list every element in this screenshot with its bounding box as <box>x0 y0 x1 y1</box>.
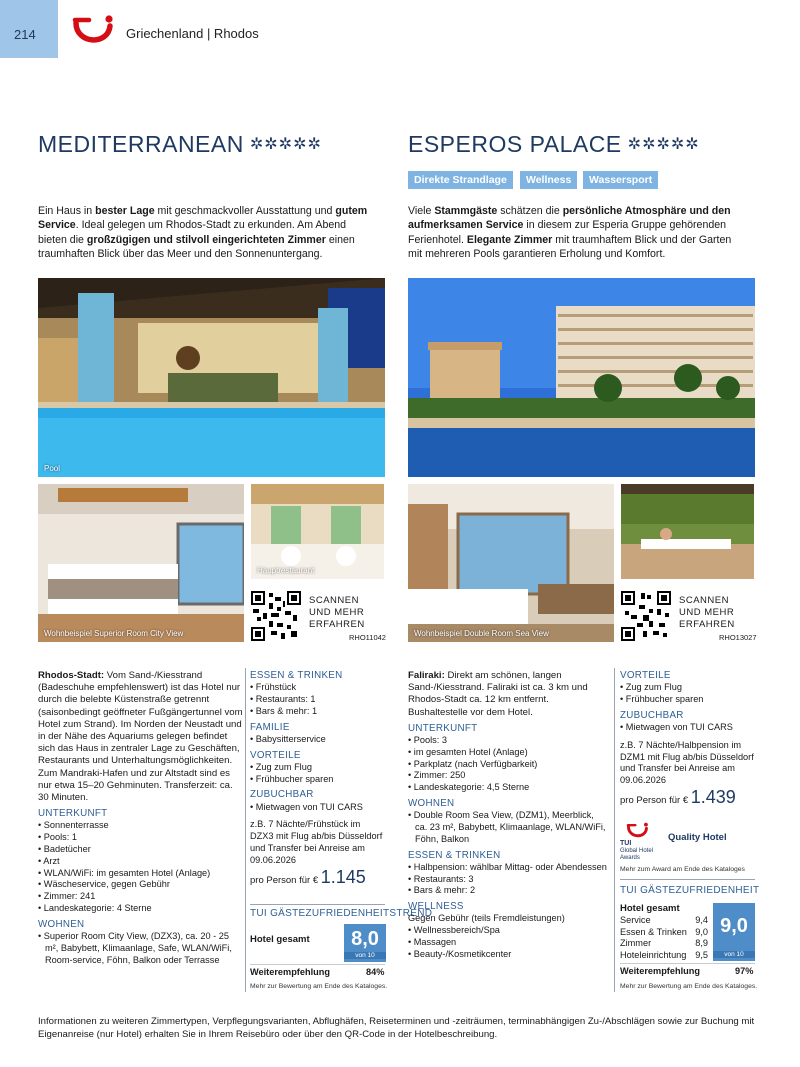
left-hotel-gesamt-label: Hotel gesamt <box>250 934 310 945</box>
left-wohnen-heading: WOHNEN <box>38 918 85 930</box>
right-wellness-heading: WELLNESS <box>408 901 464 913</box>
list-item: • Arzt <box>38 856 243 868</box>
right-scan-line-1: SCANNEN <box>679 595 729 606</box>
left-price-note: z.B. 7 Nächte/Frühstück im DZX3 mit Flug ab/bis Düsseldorf und Transfer bei Anreise am 09.06.2026 <box>250 819 383 865</box>
left-wohnen-list <box>38 931 243 966</box>
left-zubuchbar-heading: ZUBUCHBAR <box>250 789 314 801</box>
right-scan-line-3: ERFAHREN <box>679 619 735 630</box>
left-rating-divider <box>250 904 385 905</box>
award-tui-logo-icon <box>626 822 650 840</box>
sub-rating-value: 9,5 <box>695 949 708 960</box>
left-score-box <box>344 924 386 962</box>
award-line-1: Global Hotel <box>620 848 654 854</box>
right-main-photo-hotel <box>408 278 755 477</box>
right-location-lead: Faliraki: <box>408 670 445 681</box>
right-wohnen-list <box>408 810 608 845</box>
left-score-sub: von 10 <box>344 952 386 959</box>
right-rating-heading: TUI GÄSTEZUFRIEDENHEIT <box>620 885 760 896</box>
left-familie-list <box>250 734 385 746</box>
left-hotel-intro <box>38 204 372 261</box>
list-item: • Zimmer: 250 <box>408 770 608 782</box>
list-item: • Frühbucher sparen <box>250 774 385 786</box>
left-room-photo <box>38 484 244 642</box>
left-price-line <box>250 866 385 887</box>
right-zubuchbar-heading: ZUBUCHBAR <box>620 709 684 721</box>
sub-rating-label: Essen & Trinken <box>620 926 687 937</box>
left-weiter-divider <box>250 964 385 965</box>
left-rating-note: Mehr zur Bewertung am Ende des Kataloges. <box>250 983 388 990</box>
left-unterkunft-heading: UNTERKUNFT <box>38 808 108 820</box>
left-familie-heading: FAMILIE <box>250 721 290 733</box>
left-column-divider <box>245 668 246 992</box>
right-weiter-divider <box>620 963 755 964</box>
right-wellness-list <box>408 925 608 960</box>
list-item: • Badetücher <box>38 844 243 856</box>
list-item: • Bars & mehr: 2 <box>408 885 608 897</box>
intro-text: Viele <box>408 205 435 217</box>
award-tui-text: TUI <box>620 840 632 847</box>
right-essen-heading: ESSEN & TRINKEN <box>408 849 501 861</box>
sub-rating-label: Zimmer <box>620 938 652 948</box>
left-scan-line-1: SCANNEN <box>309 595 359 606</box>
list-item: • Sonnenterrasse <box>38 820 243 832</box>
right-sub-ratings <box>620 915 708 961</box>
left-score: 8,0 <box>351 928 379 950</box>
list-item: • Mietwagen von TUI CARS <box>620 722 755 734</box>
left-location-text: Vom Sand-/Kiesstrand (Badeschuhe empfehlenswert) ist das Hotel nur durch die belebte Küstenstraße getrennt (saisonbedingt geöffneter Fußgängertunnel vom Hotel zum Strand). Im Norden der Neustadt und in der Nähe des Aquariums gelegen befindet sich das Haus in zentraler Lage zu Geschäften, Restaurants und Unterhaltungsmöglichkeiten. Zum Mandraki-Hafen und zur Altstadt sind es nur etwa 15–20 Gehminuten. Transferzeit: ca. 30 Minuten. <box>38 670 243 804</box>
left-details-col1 <box>38 670 243 966</box>
intro-text: mit geschmackvoller Ausstattung und <box>154 205 336 217</box>
tag-wassersport: Wassersport <box>583 171 658 189</box>
award-line-2: Awards <box>620 854 640 861</box>
left-weiter-percent: 84% <box>366 967 385 977</box>
breadcrumb: Griechenland | Rhodos <box>126 26 259 41</box>
list-item: • Frühstück <box>250 682 385 694</box>
award-lines <box>620 848 653 861</box>
intro-highlight: bester Lage <box>95 205 155 217</box>
footer-info: Informationen zu weiteren Zimmertypen, Verpflegungsvarianten, Abflughäfen, Reiseterminen und -zeiträumen, terminabhängigen Zu-/Abschlägen sowie zur Buchung mit Eigenanreise (nur Hotel) erhalten Sie in Ihrem Reisebüro oder über den QR-Code in der Hotelbeschreibung. <box>38 1016 755 1040</box>
right-zubuchbar-list <box>620 722 755 734</box>
intro-text: einen traumhaften Blick über das Meer und den Sonnenuntergang. <box>38 233 355 260</box>
list-item: • Frühbucher sparen <box>620 694 755 706</box>
left-qr-code-icon[interactable] <box>251 591 301 641</box>
list-item: • Landeskategorie: 4 Sterne <box>38 903 243 915</box>
intro-highlight: gutem Service <box>38 205 368 232</box>
intro-highlight: persönliche Atmosphäre und den aufmerksamen Service <box>408 205 731 232</box>
right-scan-line-2: UND MEHR <box>679 607 735 618</box>
list-item: • Restaurants: 1 <box>250 694 385 706</box>
right-price-note: z.B. 7 Nächte/Halbpension im DZM1 mit Flug ab/bis Düsseldorf und Transfer bei Anreise am 09.06.2026 <box>620 739 754 786</box>
intro-highlight: großzügigen und stilvoll eingerichteten Zimmer <box>86 233 326 246</box>
left-unterkunft-list <box>38 820 243 914</box>
left-restaurant-photo-caption: Hauptrestaurant <box>257 566 315 575</box>
list-item: • Wellnessbereich/Spa <box>408 925 608 937</box>
list-item: • Halbpension: wählbar Mittag- oder Abendessen <box>408 862 608 874</box>
right-score-box <box>713 903 755 961</box>
right-hotel-stars: ✲✲✲✲✲ <box>627 136 700 153</box>
left-price: 1.145 <box>320 866 366 887</box>
sub-rating-value: 9,4 <box>695 915 708 925</box>
list-item: • Zug zum Flug <box>620 682 755 694</box>
right-wellness-intro: Gegen Gebühr (teils Fremdleistungen) <box>408 913 565 924</box>
right-details-col2 <box>620 670 755 807</box>
right-location-paragraph <box>408 670 608 719</box>
right-details-col1 <box>408 670 608 961</box>
left-zubuchbar-list <box>250 802 385 814</box>
right-rating-divider <box>620 879 755 880</box>
right-vorteile-heading: VORTEILE <box>620 670 671 681</box>
intro-text: . Ideal gelegen um Rhodos-Stadt zu erkunden. Am Abend bieten die <box>38 219 347 246</box>
left-location-paragraph <box>38 670 243 804</box>
left-room-photo-caption: Wohnbeispiel Superior Room City View <box>44 629 184 638</box>
right-essen-list <box>408 862 608 897</box>
sub-rating-row <box>620 938 708 950</box>
list-item: • Bars & mehr: 1 <box>250 706 385 718</box>
left-main-photo-caption: Pool <box>44 464 61 473</box>
list-item: • Zimmer: 241 <box>38 891 243 903</box>
right-unterkunft-list <box>408 735 608 794</box>
sub-rating-row <box>620 927 708 939</box>
list-item: • Zug zum Flug <box>250 762 385 774</box>
right-hotel-name: ESPEROS PALACE <box>408 131 622 157</box>
right-price-line <box>620 786 755 807</box>
list-item: • Massagen <box>408 937 608 949</box>
left-vorteile-list <box>250 762 385 786</box>
left-scan-text <box>309 595 365 631</box>
list-item: • Restaurants: 3 <box>408 874 608 886</box>
sub-rating-row <box>620 950 708 962</box>
right-column-divider <box>614 668 615 992</box>
award-quality-hotel: Quality Hotel <box>668 832 727 843</box>
intro-text: Ein Haus in <box>38 205 96 217</box>
award-note: Mehr zum Award am Ende des Kataloges <box>620 866 745 873</box>
left-price-prefix: pro Person für € <box>250 874 319 886</box>
right-price: 1.439 <box>690 786 736 807</box>
intro-highlight: Stammgäste <box>434 205 498 217</box>
left-hotel-name: MEDITERRANEAN <box>38 131 244 157</box>
left-essen-heading: ESSEN & TRINKEN <box>250 670 343 681</box>
list-item: • Pools: 3 <box>408 735 608 747</box>
list-item: • Babysitterservice <box>250 734 385 746</box>
sub-rating-value: 9,0 <box>695 926 708 937</box>
right-score: 9,0 <box>720 915 748 937</box>
list-item: • Parkplatz (nach Verfügbarkeit) <box>408 759 608 771</box>
right-hotel-code: RHO13027 <box>719 633 757 642</box>
list-item: • Double Room Sea View, (DZM1), Meerblick, ca. 23 m², Babybett, Klimaanlage, WLAN/WiFi, Föhn, Balkon <box>408 810 608 845</box>
right-unterkunft-heading: UNTERKUNFT <box>408 722 478 734</box>
right-hotel-gesamt-label: Hotel gesamt <box>620 903 680 914</box>
left-hotel-title <box>38 131 322 158</box>
right-scan-text <box>679 595 735 631</box>
left-hotel-stars: ✲✲✲✲✲ <box>249 136 322 153</box>
list-item: • Wäscheservice, gegen Gebühr <box>38 879 243 891</box>
left-vorteile-heading: VORTEILE <box>250 749 301 761</box>
right-rating-note: Mehr zur Bewertung am Ende des Kataloges. <box>620 983 758 990</box>
tag-wellness: Wellness <box>520 171 577 189</box>
sub-rating-label: Hoteleinrichtung <box>620 949 687 960</box>
right-vorteile-list <box>620 682 755 706</box>
left-weiterempfehlung-label: Weiterempfehlung <box>250 967 330 977</box>
left-hotel-code: RHO11042 <box>349 633 386 642</box>
right-wohnen-heading: WOHNEN <box>408 798 455 809</box>
intro-text: in diesem zur Esperia Gruppe gehörenden Ferienhotel. <box>408 219 727 246</box>
left-main-photo-pool <box>38 278 385 477</box>
right-room-photo-caption: Wohnbeispiel Double Room Sea View <box>414 629 549 638</box>
list-item: • Mietwagen von TUI CARS <box>250 802 385 814</box>
list-item: • im gesamten Hotel (Anlage) <box>408 747 608 759</box>
left-rating-heading: TUI GÄSTEZUFRIEDENHEITSTREND <box>250 908 433 919</box>
right-room-photo <box>408 484 614 642</box>
sub-rating-value: 8,9 <box>695 938 708 948</box>
right-weiter-percent: 97% <box>735 966 754 976</box>
sub-rating-row <box>620 915 708 927</box>
left-essen-list <box>250 682 385 717</box>
tui-logo-icon <box>72 14 116 48</box>
left-scan-line-2: UND MEHR <box>309 607 365 618</box>
list-item: • Pools: 1 <box>38 832 243 844</box>
left-scan-line-3: ERFAHREN <box>309 619 365 630</box>
intro-text: mit traumhaftem Blick und der Garten mit mehreren Pools garantieren Erholung und Komfort. <box>408 233 732 260</box>
left-restaurant-photo <box>251 484 384 579</box>
left-details-col2 <box>250 670 385 887</box>
tag-direkte-strandlage: Direkte Strandlage <box>408 171 513 189</box>
left-location-lead: Rhodos-Stadt: <box>38 670 105 681</box>
right-weiterempfehlung-label: Weiterempfehlung <box>620 966 700 976</box>
award-badge <box>620 822 755 864</box>
list-item: • Landeskategorie: 4,5 Sterne <box>408 782 608 794</box>
right-spa-photo <box>621 484 754 579</box>
right-hotel-title <box>408 131 700 158</box>
list-item: • Beauty-/Kosmetikcenter <box>408 949 608 961</box>
right-qr-code-icon[interactable] <box>621 591 671 641</box>
intro-highlight: Elegante Zimmer <box>466 233 553 246</box>
right-price-prefix: pro Person für € <box>620 794 689 806</box>
right-location-text: Direkt am schönen, langen Sand-/Kiesstrand. Faliraki ist ca. 3 km und Rhodos-Stadt ca. 12 km entfernt. Bushaltestelle vor dem Hotel. <box>408 670 588 718</box>
intro-text: schätzen die <box>497 205 563 217</box>
list-item: • Superior Room City View, (DZX3), ca. 20 - 25 m², Babybett, Klimaanlage, Safe, WLAN/WiFi, Room-service, Föhn, Balkon oder Terrasse <box>38 931 243 966</box>
list-item: • WLAN/WiFi: im gesamten Hotel (Anlage) <box>38 868 243 880</box>
sub-rating-label: Service <box>620 915 651 925</box>
right-hotel-intro <box>408 204 744 261</box>
page-number: 214 <box>0 0 58 58</box>
right-score-sub: von 10 <box>713 951 755 958</box>
